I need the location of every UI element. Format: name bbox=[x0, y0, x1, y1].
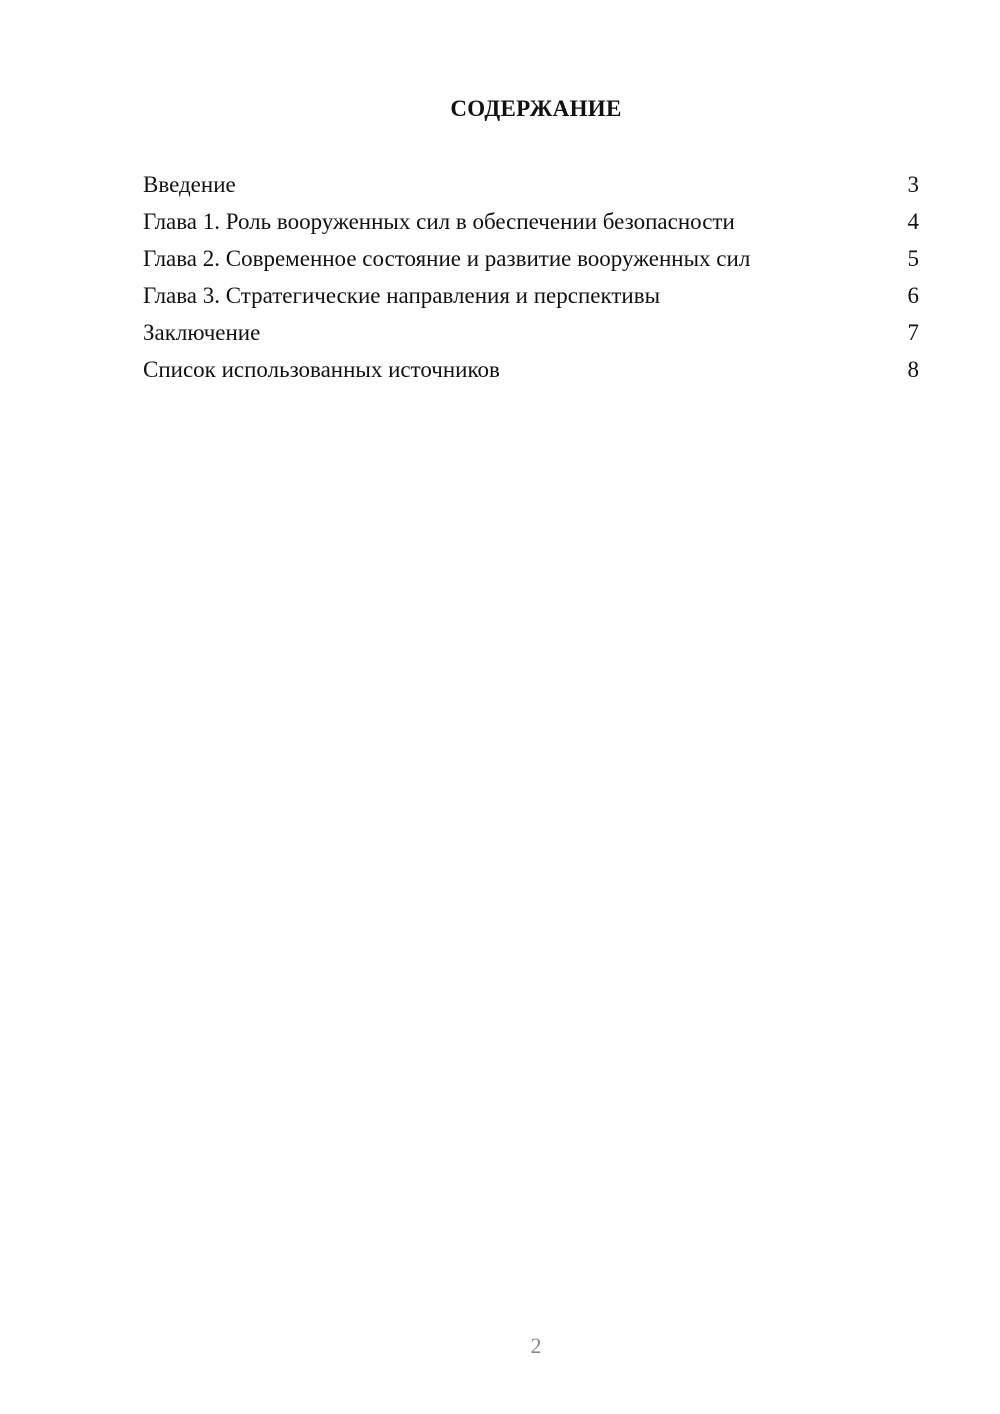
toc-entry-page: 5 bbox=[907, 246, 919, 271]
toc-entry-page: 8 bbox=[907, 357, 919, 382]
toc-entry-page: 4 bbox=[907, 209, 919, 234]
toc-entry-title: Глава 2. Современное состояние и развитие вооруженных сил bbox=[143, 246, 751, 271]
toc-entry-title: Введение bbox=[143, 172, 236, 197]
toc-list bbox=[143, 170, 919, 392]
page-number: 2 bbox=[530, 1333, 542, 1358]
toc-entry-chapter-3[interactable] bbox=[143, 281, 919, 318]
toc-entry-chapter-2[interactable] bbox=[143, 244, 919, 281]
toc-entry-title: Заключение bbox=[143, 320, 261, 345]
toc-entry-references[interactable] bbox=[143, 355, 919, 392]
toc-entry-title: Глава 3. Стратегические направления и перспективы bbox=[143, 283, 661, 308]
toc-entry-page: 7 bbox=[907, 320, 919, 345]
toc-entry-conclusion[interactable] bbox=[143, 318, 919, 355]
toc-entry-title: Список использованных источников bbox=[143, 357, 500, 382]
toc-entry-chapter-1[interactable] bbox=[143, 207, 919, 244]
toc-entry-introduction[interactable] bbox=[143, 170, 919, 207]
toc-entry-page: 3 bbox=[907, 172, 919, 197]
toc-entry-title: Глава 1. Роль вооруженных сил в обеспечении безопасности bbox=[143, 209, 735, 234]
toc-heading: СОДЕРЖАНИЕ bbox=[450, 96, 622, 121]
toc-entry-page: 6 bbox=[907, 283, 919, 308]
